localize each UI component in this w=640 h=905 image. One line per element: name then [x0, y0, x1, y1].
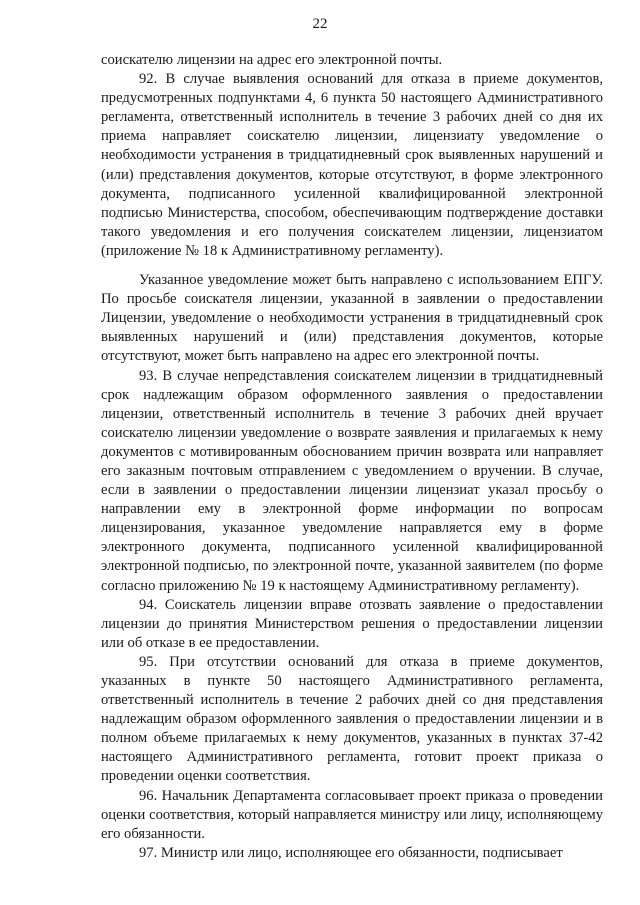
paragraph-93: 93. В случае непредставления соискателем лицензии в тридцатидневный срок надлежащим образом оформленного заявления о предоставлении лицензии, ответственный исполнитель в течение 3 рабочих дней вручает соискателю лицензии уведомление о возврате заявления и прилагаемых к нему документов с мотивированным обоснованием причин возврата или направляет его заказным почтовым отправлением с уведомлением о вручении. В случае, если в заявлении о предоставлении лицензии лицензиат указал просьбу о направлении ему в электронной форме информации по вопросам лицензирования, указанное уведомление направляется ему в форме электронного документа, подписанного усиленной квалифицированной электронной подписью, по электронной почте, указанной заявителем (по форме согласно приложению № 19 к настоящему Административному регламенту). [101, 367, 603, 594]
document-body [101, 51, 603, 863]
paragraph-92: 92. В случае выявления оснований для отказа в приеме документов, предусмотренных подпунктами 4, 6 пункта 50 настоящего Административного регламента, ответственный исполнитель в течение 3 рабочих дней со дня их приема направляет соискателю лицензии, лицензиату уведомление о необходимости устранения в тридцатидневный срок выявленных нарушений и (или) представления документов, которые отсутствуют, в форме электронного документа, подписанного усиленной квалифицированной электронной подписью Министерства, способом, обеспечивающим подтверждение доставки такого уведомления и его получения соискателем лицензии, лицензиатом (приложение № 18 к Административному регламенту). [101, 71, 603, 259]
page-number: 22 [312, 16, 328, 32]
paragraph-94: 94. Соискатель лицензии вправе отозвать заявление о предоставлении лицензии до принятия Министерством решения о предоставлении лицензии или об отказе в ее предоставлении. [101, 596, 603, 651]
paragraph-95: 95. При отсутствии оснований для отказа в приеме документов, указанных в пункте 50 настоящего Административного регламента, ответственный исполнитель в течение 2 рабочих дней со дня представления надлежащим образом оформленного заявления о предоставлении лицензии и в полном объеме прилагаемых к нему документов, указанных в пунктах 37-42 настоящего Административного регламента, готовит проект приказа о проведении оценки соответствия. [101, 653, 603, 785]
paragraph-97: 97. Министр или лицо, исполняющее его обязанности, подписывает [139, 844, 563, 861]
paragraph-notice: Указанное уведомление может быть направлено с использованием ЕПГУ. По просьбе соискателя лицензии, указанной в заявлении о предоставлении Лицензии, уведомление о необходимости устранения в тридцатидневный срок выявленных нарушений и (или) представления документов, которые отсутствуют, может быть направлено на адрес его электронной почты. [101, 272, 603, 365]
paragraph-96: 96. Начальник Департамента согласовывает проект приказа о проведении оценки соответствия, который направляется министру или лицу, исполняющему его обязанности. [101, 787, 603, 842]
paragraph-continuation: соискателю лицензии на адрес его электронной почты. [101, 52, 443, 68]
